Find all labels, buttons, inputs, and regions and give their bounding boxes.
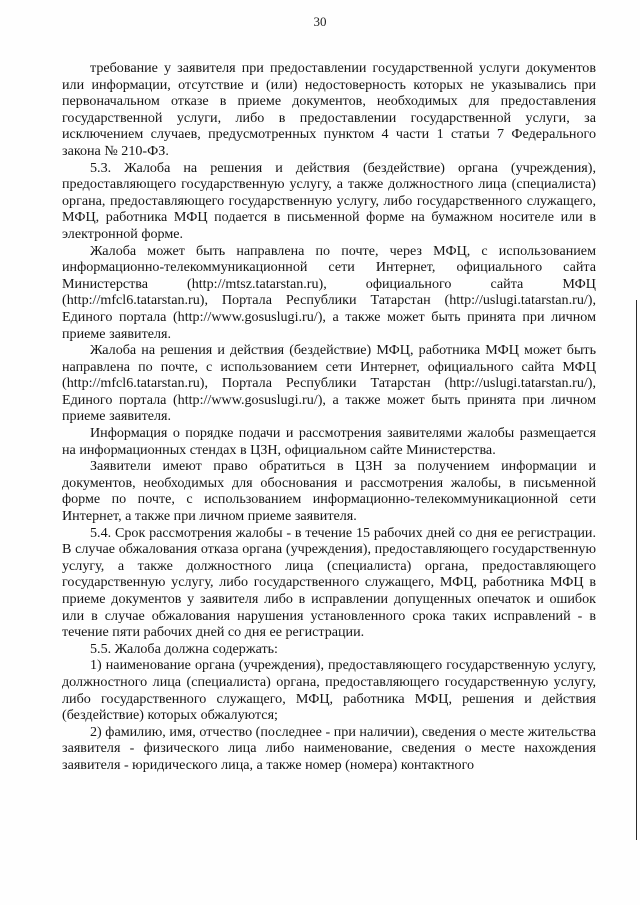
paragraph-mfc-complaint: Жалоба на решения и действия (бездействие) МФЦ, работника МФЦ может быть направлена по почте, с использованием сети Интернет, официального сайта МФЦ (http://mfcl6.tatarstan.ru), Портала Республики Татарстан (http://uslugi.tatarstan.ru/), Единого портала (http://www.gosuslugi.ru/), а также может быть принята при личном приеме заявителя. — [62, 342, 596, 425]
page-number: 30 — [313, 14, 327, 29]
paragraph-continuation: требование у заявителя при предоставлении государственной услуги документов или информации, отсутствие и (или) недостоверность которых не указывались при первоначальном отказе в приеме документов, необходимых для предоставления государственной услуги, либо в предоставлении государственной услуги, за исключением случаев, предусмотренных пунктом 4 части 1 статьи 7 Федерального закона № 210-ФЗ. — [62, 60, 596, 159]
paragraph-5-3: 5.3. Жалоба на решения и действия (бездействие) органа (учреждения), предоставляющего государственную услугу, а также должностного лица (специалиста) органа, предоставляющего государственную услугу, либо государственного служащего, МФЦ, работника МФЦ подается в письменной форме на бумажном носителе или в электронной форме. — [62, 159, 596, 242]
paragraph-5-4: 5.4. Срок рассмотрения жалобы - в течение 15 рабочих дней со дня ее регистрации. В случае обжалования отказа органа (учреждения), предоставляющего государственную услугу, а также должностного лица (специалиста) органа, предоставляющего государственную услугу, либо государственного служащего, МФЦ, работника МФЦ в приеме документов у заявителя либо в исправлении допущенных опечаток и ошибок или в случае обжалования нарушения установленного срока таких исправлений - в течение пяти рабочих дней со дня ее регистрации. — [62, 524, 596, 641]
paragraph-applicant-rights: Заявители имеют право обратиться в ЦЗН за получением информации и документов, необходимых для обоснования и рассмотрения жалобы, в письменной форме по почте, с использованием информационно-телекоммуникационной сети Интернет, а также при личном приеме заявителя. — [62, 458, 596, 525]
paragraph-5-5: 5.5. Жалоба должна содержать: — [90, 640, 278, 657]
scan-edge-line — [636, 300, 637, 840]
document-body — [62, 60, 596, 774]
paragraph-information: Информация о порядке подачи и рассмотрения заявителями жалобы размещается на информационных стендах в ЦЗН, официальном сайте Министерства. — [62, 425, 596, 458]
list-item-1: 1) наименование органа (учреждения), предоставляющего государственную услугу, должностного лица (специалиста) органа, предоставляющего государственную услугу, либо государственного служащего, МФЦ, работника МФЦ, решения и действия (бездействие) которых обжалуются; — [62, 657, 596, 724]
paragraph-complaint-channels: Жалоба может быть направлена по почте, через МФЦ, с использованием информационно-телекоммуникационной сети Интернет, официального сайта Министерства (http://mtsz.tatarstan.ru), официального сайта МФЦ (http://mfcl6.tatarstan.ru), Портала Республики Татарстан (http://uslugi.tatarstan.ru/), Единого портала (http://www.gosuslugi.ru/), а также может быть принята при личном приеме заявителя. — [62, 242, 596, 342]
list-item-2: 2) фамилию, имя, отчество (последнее - при наличии), сведения о месте жительства заявителя - физического лица либо наименование, сведения о месте нахождения заявителя - юридического лица, а также номер (номера) контактного — [62, 723, 596, 773]
